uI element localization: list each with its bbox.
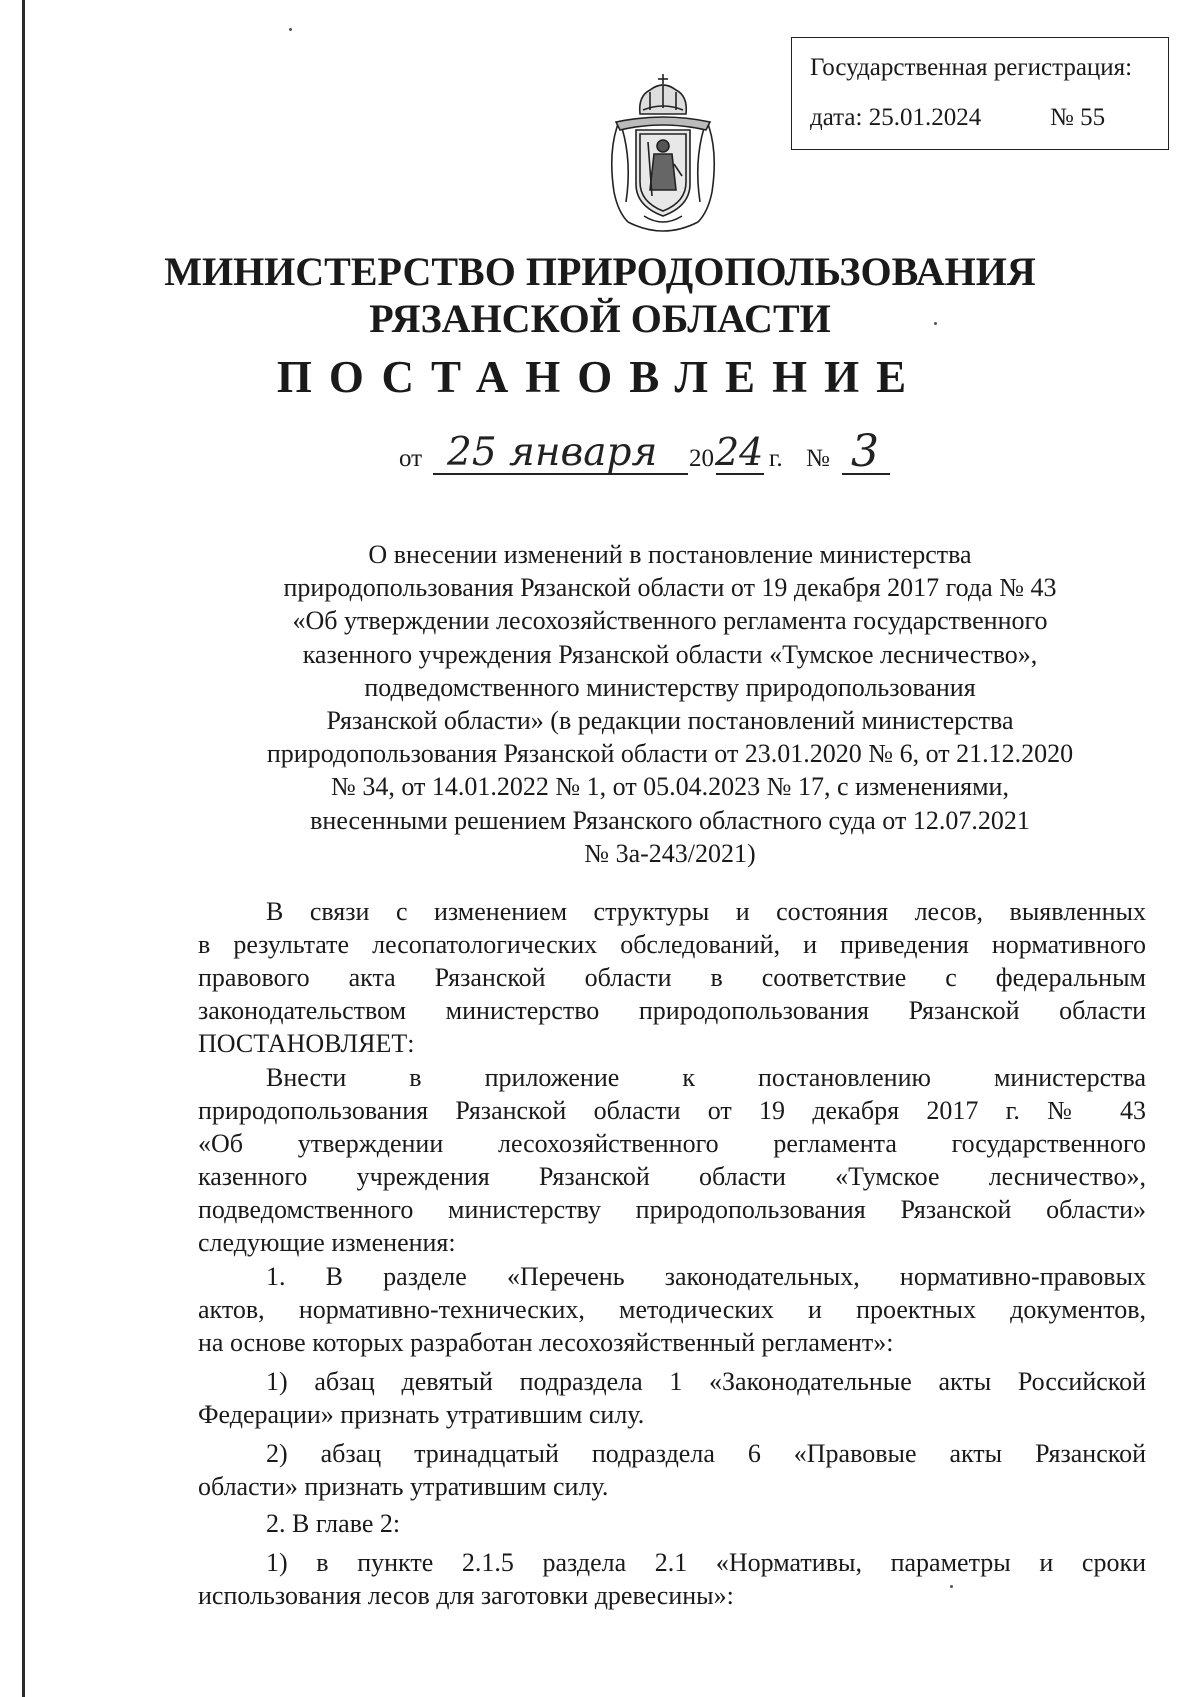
body-line: Федерации» признать утратившим силу.	[198, 1400, 645, 1429]
body-line: на основе которых разработан лесохозяйственный регламент»:	[198, 1328, 894, 1357]
registration-number: № 55	[1050, 104, 1106, 131]
scan-speck	[289, 28, 292, 31]
body-line: 1) в пункте 2.1.5 раздела 2.1 «Нормативы, параметры и сроки	[266, 1548, 1146, 1577]
title-line: природопользования Рязанской области от 23.01.2020 № 6, от 21.12.2020	[266, 739, 1074, 769]
registration-stamp	[791, 37, 1169, 150]
body-line: природопользования Рязанской области от 19 декабря 2017 г. № 43	[198, 1096, 1146, 1125]
title-line: Рязанской области» (в редакции постановлений министерства	[326, 706, 1014, 736]
body-line: 2) абзац тринадцатый подраздела 6 «Правовые акты Рязанской	[266, 1439, 1146, 1468]
year-prefix: 20	[689, 445, 714, 472]
body-line: казенного учреждения Рязанской области «Тумское лесничество»,	[198, 1162, 1146, 1191]
title-line: О внесении изменений в постановление министерства	[368, 540, 972, 569]
handwritten-year: 24	[715, 430, 764, 474]
body-line: Внести в приложение к постановлению министерства	[266, 1063, 1146, 1092]
body-line: использования лесов для заготовки древесины»:	[198, 1581, 734, 1610]
document-title	[190, 538, 1150, 870]
body-line: актов, нормативно-технических, методических и проектных документов,	[198, 1295, 1146, 1324]
registration-title: Государственная регистрация:	[810, 54, 1133, 81]
title-line: № 34, от 14.01.2022 № 1, от 05.04.2023 № 17, с изменениями,	[331, 772, 1009, 802]
registration-date: дата: 25.01.2024	[810, 104, 982, 131]
body-line: ПОСТАНОВЛЯЕТ:	[198, 1029, 415, 1058]
body-line: законодательством министерство природопользования Рязанской области	[198, 996, 1146, 1025]
body-line: правового акта Рязанской области в соответствие с федеральным	[198, 963, 1146, 992]
title-line: подведомственного министерству природопользования	[364, 672, 976, 702]
body-line: в результате лесопатологических обследований, и приведения нормативного	[198, 930, 1146, 959]
body-line: 1) абзац девятый подраздела 1 «Законодательные акты Российской	[266, 1367, 1146, 1396]
body-line: 1. В разделе «Перечень законодательных, нормативно-правовых	[266, 1262, 1146, 1291]
body-line: «Об утверждении лесохозяйственного регламента государственного	[198, 1129, 1146, 1158]
ministry-name-line-2: РЯЗАНСКОЙ ОБЛАСТИ	[369, 296, 831, 341]
title-line: «Об утверждении лесохозяйственного регламента государственного	[292, 606, 1048, 636]
title-line: внесенными решением Рязанского областного суда от 12.07.2021	[310, 805, 1030, 835]
number-label: №	[806, 445, 830, 472]
ministry-name-line-1: МИНИСТЕРСТВО ПРИРОДОПОЛЬЗОВАНИЯ	[164, 249, 1036, 294]
ryazan-coat-of-arms-icon	[588, 72, 738, 236]
body-line: 2. В главе 2:	[266, 1509, 401, 1538]
handwritten-number: 3	[851, 426, 879, 477]
from-label: от	[399, 445, 423, 472]
body-line: В связи с изменением структуры и состояния лесов, выявленных	[266, 897, 1146, 926]
body-line: следующие изменения:	[198, 1228, 456, 1257]
body-line: области» признать утратившим силу.	[198, 1472, 609, 1501]
title-line: № 3а-243/2021)	[584, 838, 756, 868]
body-line: подведомственного министерству природопользования Рязанской области»	[198, 1195, 1146, 1224]
title-line: казенного учреждения Рязанской области «Тумское лесничество»,	[302, 639, 1038, 669]
handwritten-date: 25 января	[447, 430, 658, 475]
date-number-line	[399, 428, 939, 478]
ministry-name	[0, 248, 1200, 342]
year-suffix: г.	[769, 445, 783, 472]
document-type-heading: ПОСТАНОВЛЕНИЕ	[276, 352, 924, 402]
title-line: природопользования Рязанской области от 19 декабря 2017 года № 43	[283, 573, 1057, 603]
